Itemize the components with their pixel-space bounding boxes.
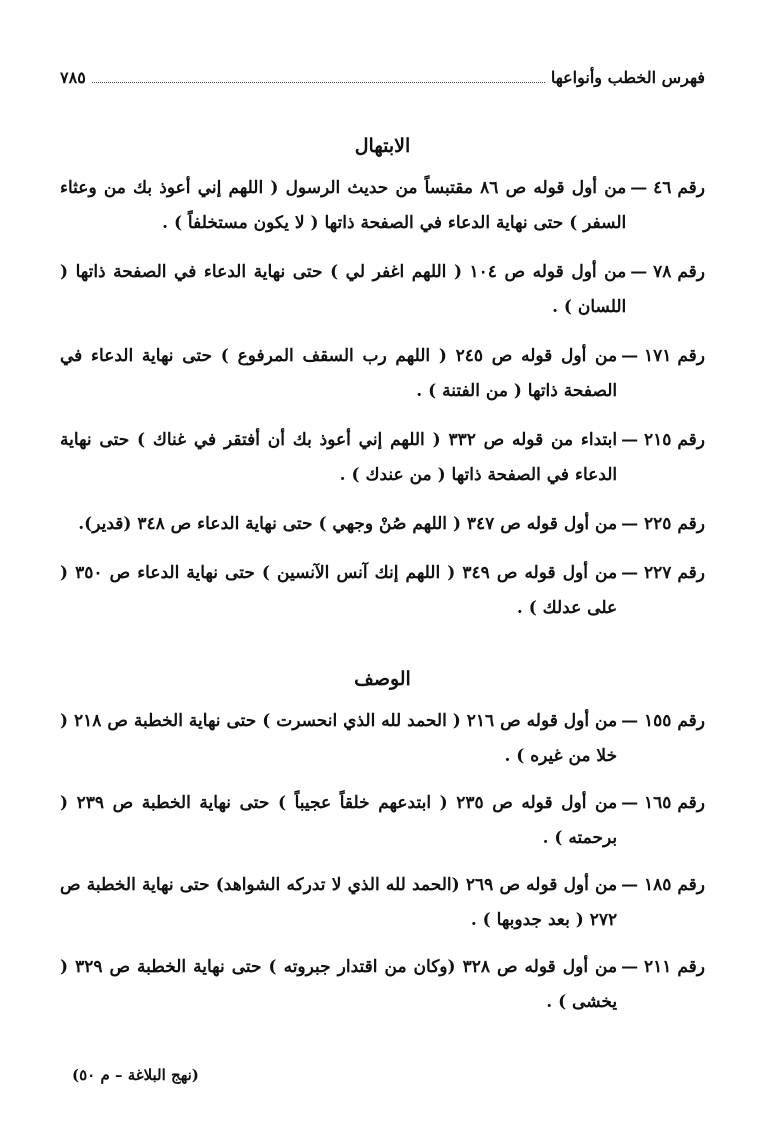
- section-title-wasf: الوصف: [354, 668, 411, 690]
- entry-label: رقم ٢١١ —: [621, 957, 705, 977]
- page-body: [60, 68, 705, 1020]
- entry-text: من أول قوله ص ٢٤٥ ( اللهم رب السقف المرفوع ) حتى نهاية الدعاء في الصفحة ذاتها ( من الفتنة ) .: [60, 346, 618, 401]
- entry-label: رقم ٤٦ —: [630, 178, 705, 198]
- running-header: [60, 68, 705, 87]
- entry-text: من أول قوله ص ٨٦ مقتبساً من حديث الرسول ( اللهم إني أعوذ بك من وعثاء السفر ) حتى نهاية الدعاء في الصفحة ذاتها ( لا يكون مستخلفاً ) .: [60, 178, 627, 233]
- entry-text: من أول قوله ص ٣٤٩ ( اللهم إنك آنس الآنسين ) حتى نهاية الدعاء ص ٣٥٠ ( على عدلك ) .: [60, 563, 618, 618]
- entry-text: من أول قوله ص ٢١٦ ( الحمد لله الذي انحسرت ) حتى نهاية الخطبة ص ٢١٨ ( خلا من غيره ) .: [60, 711, 618, 766]
- entry-label: رقم ٧٨ —: [630, 262, 705, 282]
- entry-label: رقم ٢٢٥ —: [621, 514, 705, 534]
- entry-item: [60, 507, 705, 542]
- entry-item: [60, 556, 705, 626]
- entry-text: من أول قوله ص ٢٦٩ (الحمد لله الذي لا تدركه الشواهد) حتى نهاية الخطبة ص ٢٧٢ ( بعد جدوبها ) .: [60, 875, 618, 930]
- entry-label: رقم ٢١٥ —: [621, 430, 705, 450]
- entry-item: [60, 423, 705, 493]
- entry-label: رقم ١٦٥ —: [621, 793, 705, 813]
- page-number: ٧٨٥: [60, 68, 86, 87]
- header-title: فهرس الخطب وأنواعها: [550, 68, 705, 87]
- entry-text: من أول قوله ص ٢٣٥ ( ابتدعهم خلقاً عجيباً ) حتى نهاية الخطبة ص ٢٣٩ ( برحمته ) .: [60, 793, 618, 848]
- entry-item: [60, 255, 705, 325]
- entry-label: رقم ١٨٥ —: [621, 875, 705, 895]
- entry-item: [60, 786, 705, 856]
- entry-item: [60, 704, 705, 774]
- entry-label: رقم ١٧١ —: [621, 346, 705, 366]
- entry-text: من أول قوله ص ١٠٤ ( اللهم اغفر لي ) حتى نهاية الدعاء في الصفحة ذاتها ( اللسان ) .: [60, 262, 627, 317]
- entry-label: رقم ١٥٥ —: [621, 711, 705, 731]
- header-dot-leader: [92, 82, 545, 83]
- entry-item: [60, 171, 705, 241]
- entry-text: ابتداء من قوله ص ٣٣٢ ( اللهم إني أعوذ بك أن أفتقر في غناك ) حتى نهاية الدعاء في الصفحة ذاتها ( من عندك ) .: [60, 430, 618, 485]
- entry-item: [60, 868, 705, 938]
- entry-item: [60, 339, 705, 409]
- entry-text: من أول قوله ص ٣٤٧ ( اللهم صُنْ وجهي ) حتى نهاية الدعاء ص ٣٤٨ (قدير).: [78, 514, 618, 534]
- section-title-ibtihal: الابتهال: [354, 135, 411, 157]
- page-footer: (نهج البلاغة – م ٥٠): [72, 1066, 199, 1084]
- entry-item: [60, 950, 705, 1020]
- entry-label: رقم ٢٢٧ —: [621, 563, 705, 583]
- entry-text: من أول قوله ص ٣٢٨ (وكان من اقتدار جبروته ) حتى نهاية الخطبة ص ٣٢٩ ( يخشى ) .: [60, 957, 618, 1012]
